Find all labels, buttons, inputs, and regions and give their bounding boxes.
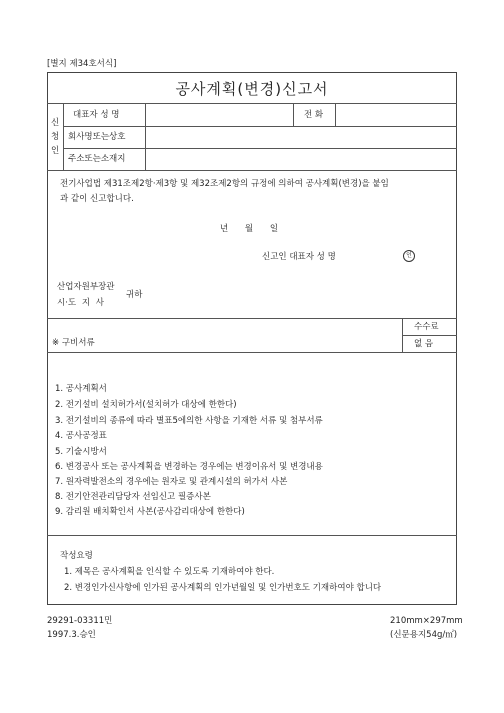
date-line: 년 월 일 xyxy=(220,224,279,234)
form-number: [별지 제34호서식] xyxy=(47,59,117,69)
rep-name-field[interactable] xyxy=(150,108,288,123)
divider xyxy=(63,126,457,127)
applicant-label-2: 청 xyxy=(51,132,60,142)
list-item: 2. 전기설비 설치허가서(설치허가 대상에 한한다) xyxy=(55,400,237,410)
paper-size: 210mm×297mm xyxy=(390,616,463,626)
body-text-line2: 과 같이 신고합니다. xyxy=(60,194,134,204)
list-item: 3. 전기설비의 종류에 따라 별표5에의한 사항을 기재한 서류 및 첨부서류 xyxy=(55,416,323,426)
list-item: 6. 변경공사 또는 공사계획을 변경하는 경우에는 변경이유서 및 변경내용 xyxy=(55,462,323,472)
approval-date: 1997.3.승인 xyxy=(47,630,96,640)
form-code: 29291-03311민 xyxy=(47,616,113,626)
paper-type: (신문용지54g/㎡) xyxy=(390,630,458,640)
fee-value: 없 음 xyxy=(414,339,434,349)
address-field[interactable] xyxy=(150,152,450,167)
divider xyxy=(47,103,457,104)
docs-header: ※ 구비서류 xyxy=(52,338,95,348)
applicant-label-3: 인 xyxy=(51,146,60,156)
divider xyxy=(63,104,64,170)
divider xyxy=(63,148,457,149)
instruction-item: 1. 제목은 공사계획을 인식할 수 있도록 기재하여야 한다. xyxy=(64,567,275,577)
company-field[interactable] xyxy=(150,130,450,145)
reporter-label: 신고인 대표자 성 명 xyxy=(262,252,336,262)
list-item: 9. 감리원 배치확인서 사본(공사감리대상에 한한다) xyxy=(55,507,245,517)
list-item: 8. 전기안전관리담당자 선임신고 필증사본 xyxy=(55,492,211,502)
seal-mark: 인 xyxy=(403,250,415,262)
form-title: 공사계획(변경)신고서 xyxy=(175,80,329,98)
phone-label: 전 화 xyxy=(304,110,324,120)
divider xyxy=(47,318,457,319)
list-item: 7. 원자력발전소의 경우에는 원자로 및 관계시설의 허가서 사본 xyxy=(55,477,288,487)
instructions-header: 작성요령 xyxy=(60,551,93,561)
body-text-line1: 전기사업법 제31조제2항·제3항 및 제32조제2항의 규정에 의하여 공사계획(변경)을 붙임 xyxy=(60,179,389,189)
divider xyxy=(47,352,457,353)
divider xyxy=(47,170,457,171)
recipient-suffix: 귀하 xyxy=(126,290,143,300)
list-item: 5. 기술시방서 xyxy=(55,447,107,457)
address-label: 주소또는소재지 xyxy=(68,154,126,164)
list-item: 1. 공사계획서 xyxy=(55,384,107,394)
company-label: 회사명또는상호 xyxy=(68,132,126,142)
fee-label: 수수료 xyxy=(414,322,439,332)
divider xyxy=(47,535,457,536)
rep-name-label: 대표자 성 명 xyxy=(73,110,120,120)
divider xyxy=(402,335,457,336)
phone-field[interactable] xyxy=(340,108,452,123)
divider xyxy=(145,104,146,170)
recipient-line1: 산업자원부장관 xyxy=(57,282,115,292)
divider xyxy=(335,104,336,126)
divider xyxy=(293,104,294,126)
applicant-label-1: 신 xyxy=(51,118,60,128)
instruction-item: 2. 변경인가신사항에 인가된 공사계획의 인가년월일 및 인가번호도 기재하여야 합니다 xyxy=(64,583,382,593)
recipient-line2: 시·도 지 사 xyxy=(57,298,104,308)
list-item: 4. 공사공정표 xyxy=(55,431,107,441)
